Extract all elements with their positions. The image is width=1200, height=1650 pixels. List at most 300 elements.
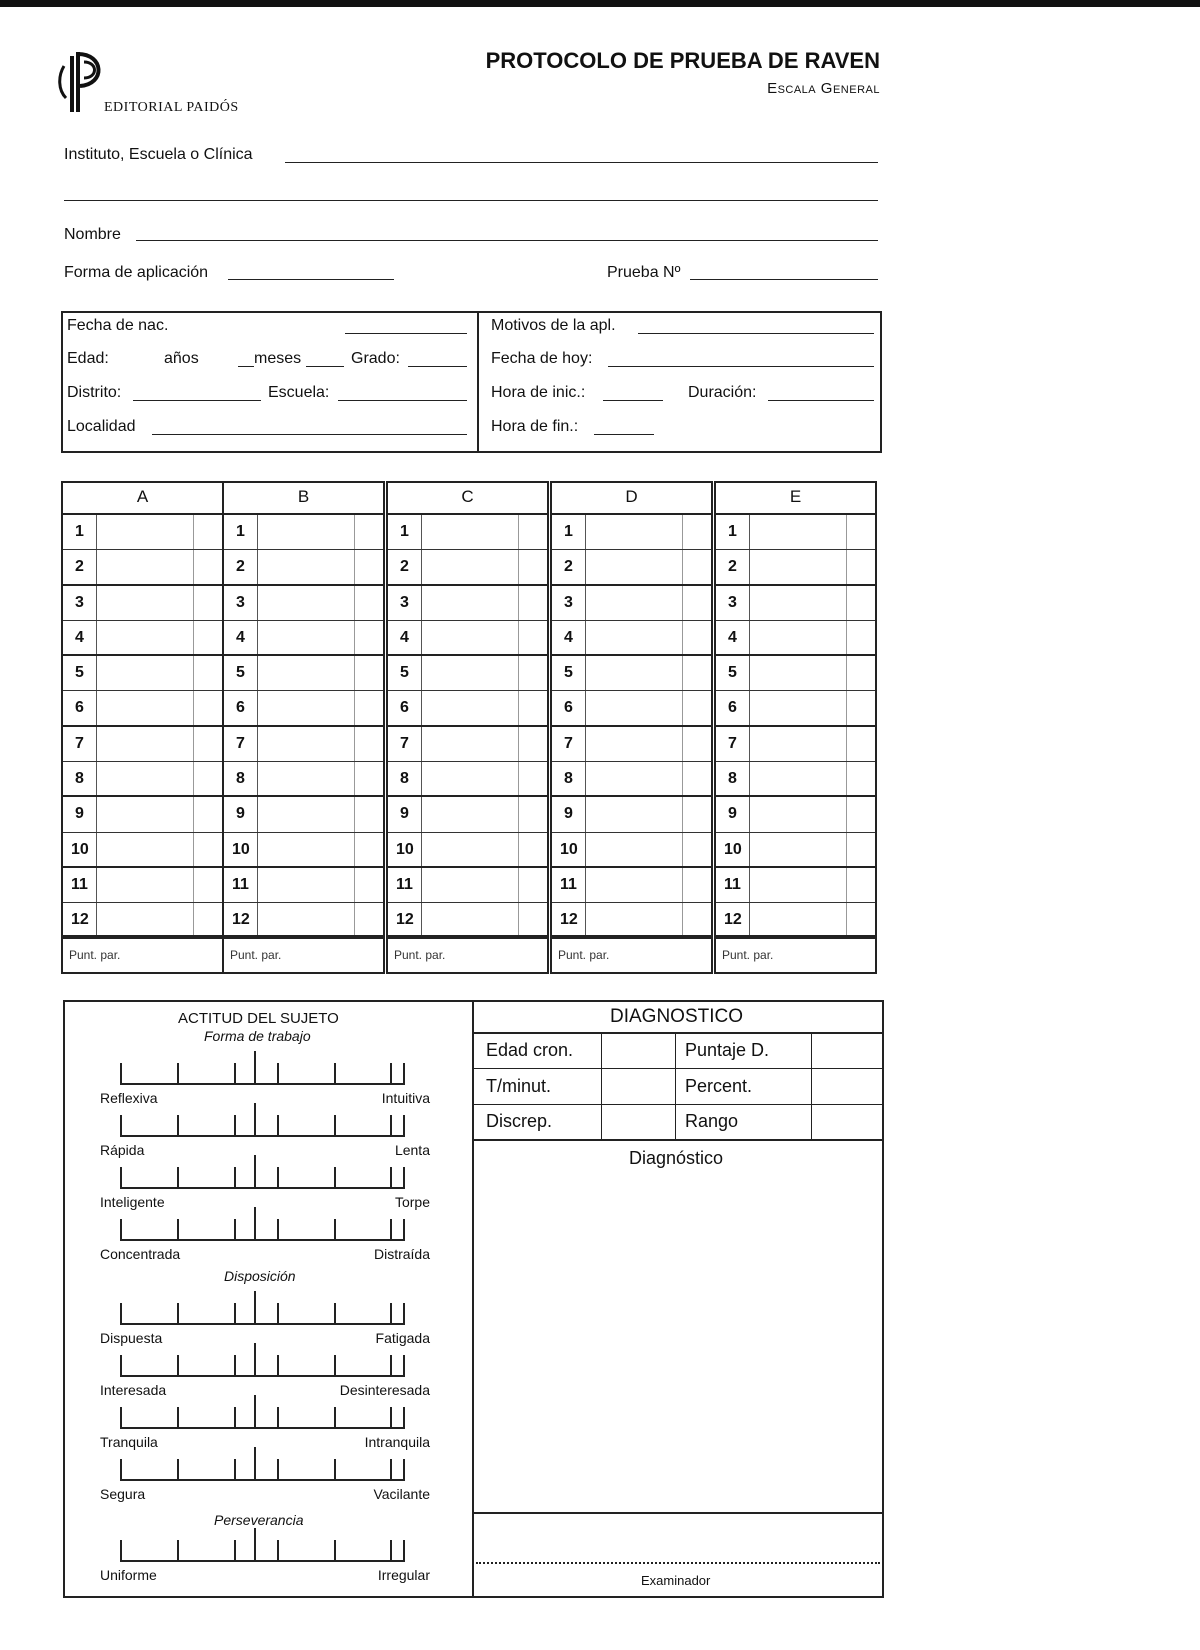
answer-row[interactable]	[388, 586, 547, 621]
item-number: 12	[228, 903, 258, 936]
instituto-field-line2[interactable]	[64, 200, 878, 201]
diag-table-col-2	[675, 1032, 676, 1139]
scale-tick	[177, 1540, 179, 1562]
examinador-label: Examinador	[641, 1573, 711, 1588]
scale-tick	[177, 1407, 179, 1429]
answer-row[interactable]	[388, 797, 547, 832]
series-column	[550, 481, 713, 974]
score-mark-cell[interactable]	[193, 833, 222, 866]
scale-tick	[177, 1355, 179, 1377]
actitud-title: ACTITUD DEL SUJETO	[178, 1010, 339, 1027]
discrep-label: Discrep.	[486, 1111, 553, 1131]
score-mark-cell[interactable]	[354, 586, 383, 620]
item-number: 8	[392, 762, 422, 795]
answer-row[interactable]	[63, 656, 222, 691]
answer-row[interactable]	[388, 621, 547, 656]
score-mark-cell[interactable]	[354, 903, 383, 936]
scale-tick	[234, 1219, 236, 1241]
motivos-field[interactable]	[638, 333, 874, 334]
hora-inic-label: Hora de inic.:	[491, 384, 586, 401]
scale-baseline	[120, 1187, 405, 1189]
tminut-label: T/minut.	[486, 1076, 552, 1096]
scale-tick	[277, 1219, 279, 1241]
score-mark-cell[interactable]	[354, 727, 383, 761]
item-number: 4	[392, 621, 422, 654]
score-mark-cell[interactable]	[682, 550, 711, 583]
answer-row[interactable]	[63, 691, 222, 726]
fecha-hoy-field[interactable]	[608, 366, 874, 367]
score-mark-cell[interactable]	[846, 762, 875, 795]
answer-row[interactable]	[63, 727, 222, 762]
answer-row[interactable]	[552, 586, 711, 621]
scale-left-label: Uniforme	[100, 1567, 157, 1583]
score-mark-cell[interactable]	[193, 727, 222, 761]
item-number: 4	[556, 621, 586, 654]
item-number: 10	[556, 833, 586, 866]
score-mark-cell[interactable]	[682, 586, 711, 620]
answer-row[interactable]	[552, 621, 711, 656]
item-number: 5	[228, 656, 258, 690]
score-mark-cell[interactable]	[354, 656, 383, 690]
item-number: 7	[228, 727, 258, 761]
scale-baseline	[120, 1427, 405, 1429]
series-column	[222, 481, 385, 974]
scale-tick	[390, 1303, 392, 1325]
answer-row[interactable]	[224, 621, 383, 656]
answer-row[interactable]	[388, 727, 547, 762]
score-mark-cell[interactable]	[193, 797, 222, 831]
score-mark-cell[interactable]	[354, 762, 383, 795]
scale-tick	[120, 1459, 122, 1481]
item-number: 6	[392, 691, 422, 724]
score-mark-cell[interactable]	[682, 762, 711, 795]
answer-row[interactable]	[388, 903, 547, 938]
answer-row[interactable]	[224, 586, 383, 621]
scale-tick	[390, 1219, 392, 1241]
answer-row[interactable]	[224, 868, 383, 903]
scale-tick	[177, 1303, 179, 1325]
publisher-name: EDITORIAL PAIDÓS	[104, 100, 239, 115]
score-mark-cell[interactable]	[518, 903, 547, 936]
scale-tick	[234, 1063, 236, 1085]
item-number: 5	[720, 656, 750, 690]
perseverancia-heading: Perseverancia	[214, 1512, 304, 1528]
answer-row[interactable]	[388, 515, 547, 550]
partial-score-cell[interactable]: Punt. par.	[388, 935, 547, 972]
answer-row[interactable]	[552, 515, 711, 550]
nombre-field[interactable]	[136, 240, 878, 241]
answer-row[interactable]	[716, 797, 875, 832]
scale-tick	[277, 1355, 279, 1377]
examinador-divider	[472, 1512, 884, 1514]
scale-left-label: Segura	[100, 1486, 146, 1502]
series-header: C	[388, 483, 547, 515]
scale-tick	[120, 1167, 122, 1189]
scale-tick	[120, 1219, 122, 1241]
item-number: 6	[720, 691, 750, 724]
scale-tick	[334, 1115, 336, 1137]
scale-right-label: Irregular	[377, 1567, 430, 1583]
answer-row[interactable]	[716, 586, 875, 621]
series-column	[386, 481, 549, 974]
answer-row[interactable]	[388, 762, 547, 797]
attitude-scale[interactable]	[120, 1403, 405, 1429]
item-number: 8	[556, 762, 586, 795]
score-mark-cell[interactable]	[518, 621, 547, 654]
partial-score-cell[interactable]: Punt. par.	[63, 935, 222, 972]
scale-tick	[177, 1459, 179, 1481]
scale-tick	[254, 1155, 256, 1189]
item-number: 6	[67, 691, 97, 724]
score-mark-cell[interactable]	[846, 586, 875, 620]
item-number: 2	[67, 550, 97, 583]
item-number: 8	[67, 762, 97, 795]
answer-row[interactable]	[552, 833, 711, 868]
diagnostico-text-area[interactable]	[476, 1175, 880, 1510]
answer-row[interactable]	[552, 762, 711, 797]
score-mark-cell[interactable]	[682, 833, 711, 866]
score-mark-cell[interactable]	[354, 833, 383, 866]
scale-tick	[277, 1167, 279, 1189]
scale-tick	[254, 1528, 256, 1562]
scale-tick	[334, 1459, 336, 1481]
answer-row[interactable]	[63, 833, 222, 868]
escuela-field[interactable]	[338, 400, 467, 401]
fecha-hoy-label: Fecha de hoy:	[491, 350, 593, 367]
hora-fin-label: Hora de fin.:	[491, 418, 579, 435]
score-mark-cell[interactable]	[193, 691, 222, 724]
scan-top-border	[0, 0, 1200, 7]
item-number: 11	[228, 868, 258, 902]
item-number: 5	[392, 656, 422, 690]
scale-tick	[390, 1167, 392, 1189]
score-mark-cell[interactable]	[193, 550, 222, 583]
answer-row[interactable]	[716, 691, 875, 726]
scale-left-label: Concentrada	[100, 1246, 181, 1262]
answer-row[interactable]	[224, 833, 383, 868]
item-number: 9	[392, 797, 422, 831]
score-mark-cell[interactable]	[846, 656, 875, 690]
forma-trabajo-heading: Forma de trabajo	[204, 1028, 311, 1044]
diag-table-row-line-1	[472, 1068, 884, 1069]
answer-row[interactable]	[63, 621, 222, 656]
scale-tick	[403, 1459, 405, 1481]
answer-row[interactable]	[388, 868, 547, 903]
diagnostico-title: DIAGNOSTICO	[610, 1006, 744, 1027]
edad-cron-label: Edad cron.	[486, 1040, 574, 1060]
answer-row[interactable]	[552, 656, 711, 691]
item-number: 12	[392, 903, 422, 936]
answer-row[interactable]	[716, 515, 875, 550]
answer-row[interactable]	[224, 797, 383, 832]
item-number: 1	[556, 515, 586, 549]
scale-baseline	[120, 1239, 405, 1241]
percent-label: Percent.	[685, 1076, 753, 1096]
scale-tick	[403, 1540, 405, 1562]
answer-row[interactable]	[552, 550, 711, 585]
scale-tick	[254, 1447, 256, 1481]
answer-row[interactable]	[224, 691, 383, 726]
answer-row[interactable]	[224, 515, 383, 550]
attitude-scale[interactable]	[120, 1351, 405, 1377]
scale-tick	[334, 1167, 336, 1189]
scale-tick	[390, 1407, 392, 1429]
answer-row[interactable]	[716, 727, 875, 762]
scale-tick	[234, 1407, 236, 1429]
score-mark-cell[interactable]	[846, 515, 875, 549]
score-mark-cell[interactable]	[518, 550, 547, 583]
discrep-value[interactable]	[603, 1106, 673, 1138]
attitude-scale[interactable]	[120, 1111, 405, 1137]
item-number: 7	[720, 727, 750, 761]
answer-row[interactable]	[552, 797, 711, 832]
info-box-divider	[477, 311, 479, 453]
score-mark-cell[interactable]	[518, 762, 547, 795]
scale-tick	[390, 1540, 392, 1562]
diag-table-bottom-line	[472, 1139, 884, 1141]
score-mark-cell[interactable]	[193, 762, 222, 795]
answer-row[interactable]	[63, 797, 222, 832]
scale-left-label: Tranquila	[100, 1434, 158, 1450]
score-mark-cell[interactable]	[846, 833, 875, 866]
forma-field[interactable]	[228, 279, 394, 280]
score-mark-cell[interactable]	[354, 797, 383, 831]
item-number: 11	[720, 868, 750, 902]
score-mark-cell[interactable]	[682, 868, 711, 902]
scale-tick	[334, 1355, 336, 1377]
scale-left-label: Inteligente	[100, 1194, 165, 1210]
answer-row[interactable]	[63, 762, 222, 797]
hora-fin-field[interactable]	[594, 434, 654, 435]
answer-row[interactable]	[716, 762, 875, 797]
answer-row[interactable]	[716, 621, 875, 656]
score-mark-cell[interactable]	[518, 515, 547, 549]
item-number: 3	[228, 586, 258, 620]
scale-tick	[254, 1395, 256, 1429]
score-mark-cell[interactable]	[518, 797, 547, 831]
score-mark-cell[interactable]	[354, 550, 383, 583]
scale-tick	[234, 1167, 236, 1189]
item-number: 10	[392, 833, 422, 866]
scale-baseline	[120, 1083, 405, 1085]
answer-row[interactable]	[552, 691, 711, 726]
fecha-nac-label: Fecha de nac.	[67, 317, 169, 334]
scale-right-label: Vacilante	[373, 1486, 430, 1502]
partial-score-cell[interactable]: Punt. par.	[552, 935, 711, 972]
scale-baseline	[120, 1560, 405, 1562]
attitude-scale[interactable]	[120, 1215, 405, 1241]
escuela-label: Escuela:	[268, 384, 330, 401]
answer-row[interactable]	[224, 903, 383, 938]
score-mark-cell[interactable]	[354, 868, 383, 902]
answer-row[interactable]	[63, 868, 222, 903]
item-number: 4	[67, 621, 97, 654]
answer-row[interactable]	[63, 550, 222, 585]
edad-cron-value[interactable]	[603, 1034, 673, 1067]
scale-tick	[277, 1459, 279, 1481]
scale-tick	[120, 1115, 122, 1137]
answer-row[interactable]	[716, 656, 875, 691]
score-mark-cell[interactable]	[682, 797, 711, 831]
scale-tick	[234, 1459, 236, 1481]
answer-row[interactable]	[716, 550, 875, 585]
score-mark-cell[interactable]	[193, 621, 222, 654]
item-number: 1	[720, 515, 750, 549]
scale-left-label: Dispuesta	[100, 1330, 163, 1346]
score-mark-cell[interactable]	[846, 691, 875, 724]
score-mark-cell[interactable]	[354, 515, 383, 549]
examinador-signature-line[interactable]	[476, 1562, 880, 1564]
grado-field[interactable]	[408, 366, 467, 367]
score-mark-cell[interactable]	[518, 868, 547, 902]
localidad-field[interactable]	[152, 434, 467, 435]
item-number: 12	[67, 903, 97, 936]
diag-table-col-1	[601, 1032, 602, 1139]
answer-row[interactable]	[224, 550, 383, 585]
answer-row[interactable]	[388, 833, 547, 868]
fecha-nac-field[interactable]	[345, 333, 467, 334]
attitude-scale[interactable]	[120, 1163, 405, 1189]
instituto-field[interactable]	[285, 162, 878, 163]
score-mark-cell[interactable]	[193, 515, 222, 549]
item-number: 3	[392, 586, 422, 620]
scale-tick	[403, 1115, 405, 1137]
score-mark-cell[interactable]	[518, 691, 547, 724]
answer-row[interactable]	[716, 868, 875, 903]
scale-right-label: Fatigada	[375, 1330, 430, 1346]
score-mark-cell[interactable]	[846, 550, 875, 583]
scale-tick	[234, 1115, 236, 1137]
score-mark-cell[interactable]	[682, 515, 711, 549]
scale-tick	[403, 1355, 405, 1377]
rango-label: Rango	[685, 1111, 739, 1131]
scale-tick	[120, 1540, 122, 1562]
answer-row[interactable]	[716, 833, 875, 868]
partial-score-cell[interactable]: Punt. par.	[716, 935, 875, 972]
answer-row[interactable]	[63, 515, 222, 550]
score-mark-cell[interactable]	[354, 691, 383, 724]
item-number: 8	[228, 762, 258, 795]
answer-row[interactable]	[224, 762, 383, 797]
score-mark-cell[interactable]	[193, 586, 222, 620]
score-mark-cell[interactable]	[193, 868, 222, 902]
scale-tick	[234, 1540, 236, 1562]
hora-inic-field[interactable]	[603, 400, 663, 401]
scale-tick	[403, 1167, 405, 1189]
item-number: 2	[228, 550, 258, 583]
score-mark-cell[interactable]	[682, 903, 711, 936]
answer-row[interactable]	[63, 586, 222, 621]
score-mark-cell[interactable]	[193, 903, 222, 936]
answer-row[interactable]	[224, 727, 383, 762]
score-mark-cell[interactable]	[846, 621, 875, 654]
score-mark-cell[interactable]	[682, 691, 711, 724]
percent-value[interactable]	[813, 1070, 881, 1103]
item-number: 3	[720, 586, 750, 620]
answer-row[interactable]	[388, 550, 547, 585]
diag-table-row-line-2	[472, 1104, 884, 1105]
scale-tick	[177, 1167, 179, 1189]
scale-tick	[120, 1063, 122, 1085]
attitude-scale[interactable]	[120, 1059, 405, 1085]
series-column	[61, 481, 224, 974]
score-mark-cell[interactable]	[518, 586, 547, 620]
item-number: 7	[556, 727, 586, 761]
attitude-scale[interactable]	[120, 1299, 405, 1325]
item-number: 12	[720, 903, 750, 936]
score-mark-cell[interactable]	[846, 868, 875, 902]
scale-right-label: Intranquila	[364, 1434, 430, 1450]
score-mark-cell[interactable]	[518, 656, 547, 690]
answer-row[interactable]	[716, 903, 875, 938]
score-mark-cell[interactable]	[682, 727, 711, 761]
anos-field[interactable]	[238, 366, 254, 367]
score-mark-cell[interactable]	[846, 797, 875, 831]
rango-value[interactable]	[813, 1106, 881, 1138]
item-number: 6	[556, 691, 586, 724]
answer-row[interactable]	[552, 868, 711, 903]
partial-score-cell[interactable]: Punt. par.	[224, 935, 383, 972]
meses-field[interactable]	[306, 366, 344, 367]
scale-tick	[334, 1407, 336, 1429]
score-mark-cell[interactable]	[846, 727, 875, 761]
item-number: 7	[67, 727, 97, 761]
scale-left-label: Rápida	[100, 1142, 145, 1158]
item-number: 1	[228, 515, 258, 549]
paidos-logo	[58, 46, 108, 116]
scale-tick	[403, 1303, 405, 1325]
answer-row[interactable]	[552, 903, 711, 938]
score-mark-cell[interactable]	[193, 656, 222, 690]
scale-tick	[234, 1303, 236, 1325]
score-mark-cell[interactable]	[682, 621, 711, 654]
scale-left-label: Reflexiva	[100, 1090, 158, 1106]
score-mark-cell[interactable]	[846, 903, 875, 936]
scale-tick	[334, 1303, 336, 1325]
scale-baseline	[120, 1375, 405, 1377]
scale-baseline	[120, 1135, 405, 1137]
score-mark-cell[interactable]	[682, 656, 711, 690]
tminut-value[interactable]	[603, 1070, 673, 1103]
puntaje-value[interactable]	[813, 1034, 881, 1067]
answer-row[interactable]	[388, 656, 547, 691]
duracion-field[interactable]	[768, 400, 874, 401]
scale-tick	[254, 1207, 256, 1241]
score-mark-cell[interactable]	[354, 621, 383, 654]
item-number: 3	[556, 586, 586, 620]
scale-tick	[277, 1115, 279, 1137]
score-mark-cell[interactable]	[518, 833, 547, 866]
item-number: 1	[392, 515, 422, 549]
answer-row[interactable]	[388, 691, 547, 726]
scale-tick	[390, 1355, 392, 1377]
item-number: 1	[67, 515, 97, 549]
series-header: E	[716, 483, 875, 515]
prueba-field[interactable]	[690, 279, 878, 280]
answer-row[interactable]	[552, 727, 711, 762]
item-number: 9	[556, 797, 586, 831]
score-mark-cell[interactable]	[518, 727, 547, 761]
item-number: 7	[392, 727, 422, 761]
answer-row[interactable]	[63, 903, 222, 938]
motivos-label: Motivos de la apl.	[491, 317, 616, 334]
item-number: 2	[556, 550, 586, 583]
distrito-field[interactable]	[133, 400, 261, 401]
attitude-scale[interactable]	[120, 1455, 405, 1481]
attitude-scale[interactable]	[120, 1536, 405, 1562]
scale-tick	[334, 1540, 336, 1562]
answer-row[interactable]	[224, 656, 383, 691]
